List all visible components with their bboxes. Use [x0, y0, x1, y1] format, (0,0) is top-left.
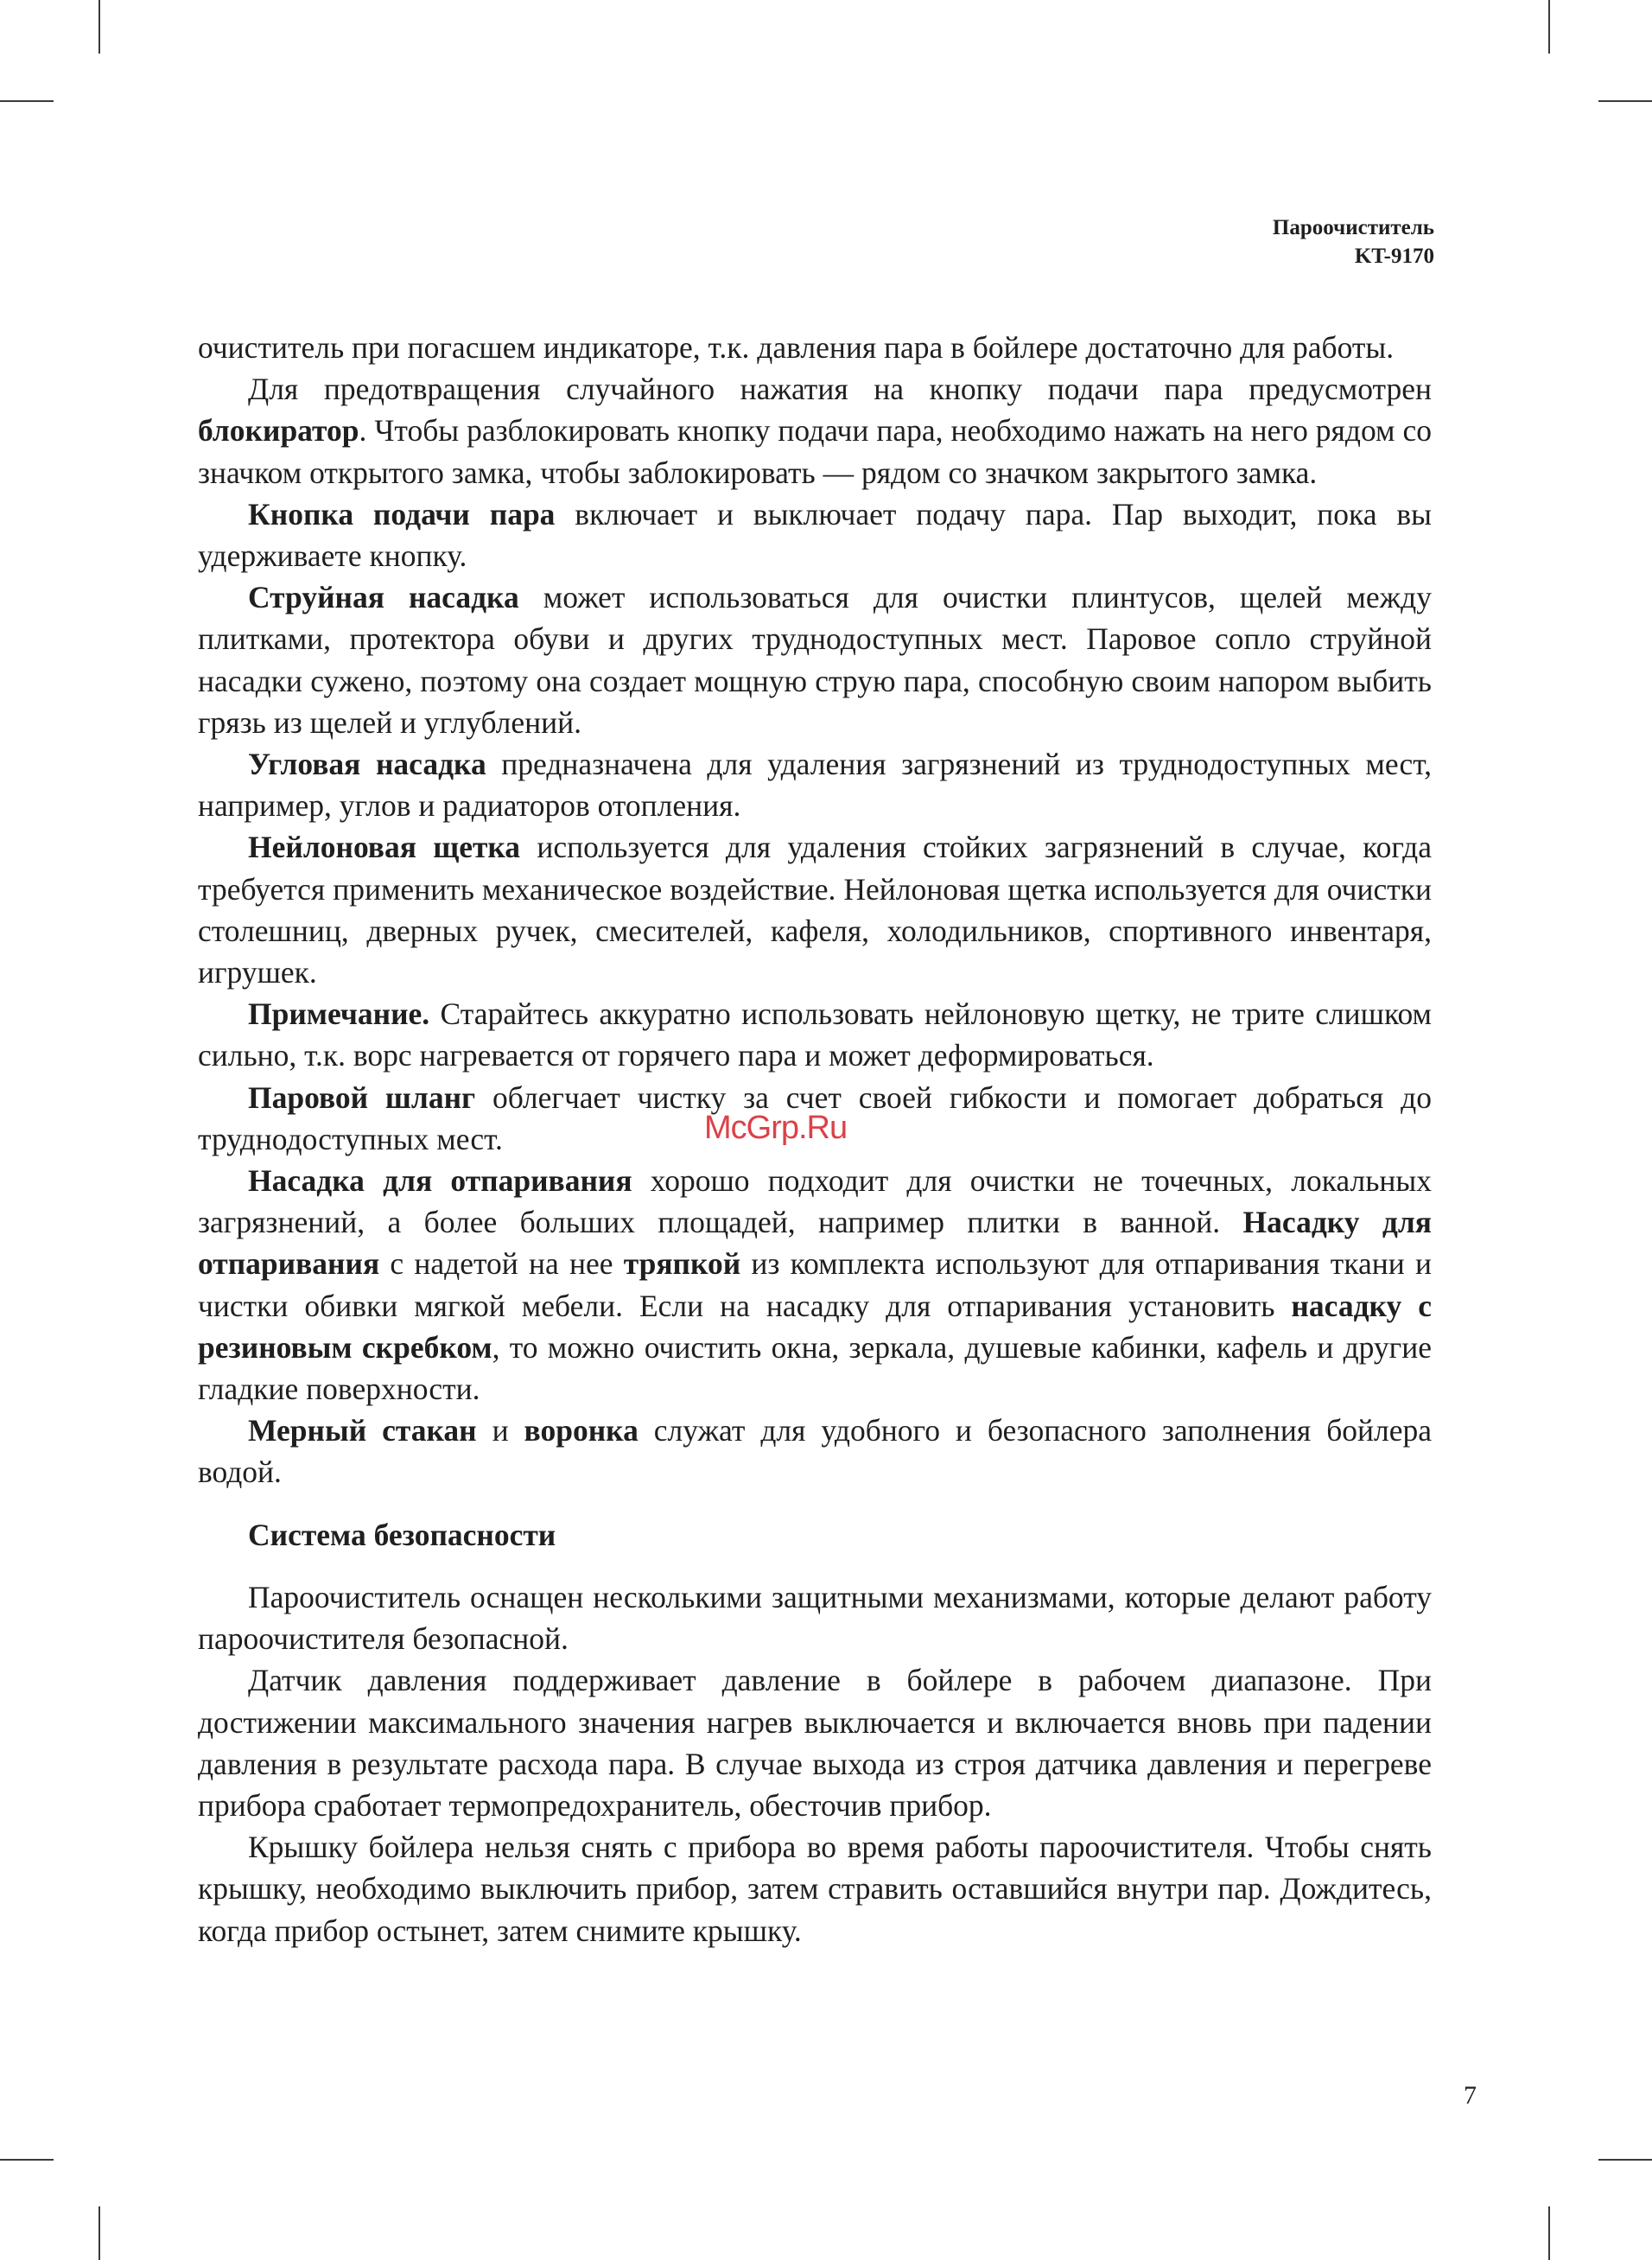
bold-term: тряпкой [623, 1246, 741, 1282]
header-model: KT-9170 [1354, 245, 1434, 268]
bold-term: Струйная насадка [248, 580, 519, 615]
crop-mark-top-right [1548, 0, 1550, 54]
crop-mark-bottom-left [98, 2206, 100, 2260]
text-run: служат для удобного и безопасного заполнения бойлера водой. [198, 1413, 1432, 1490]
paragraph: Датчик давления поддерживает давление в бойлере в рабочем диапазоне. При достижении максимального значения нагрев выключается и включается вновь при падении давления в результате расхода пара. В случае выхода из строя датчика давления и перегреве прибора сработает термопредохранитель, обесточив прибор. [198, 1663, 1432, 1823]
running-header [1273, 213, 1434, 271]
bold-term: Примечание. [248, 996, 430, 1032]
bold-term: Кнопка подачи пара [248, 496, 556, 532]
text-run: , то можно очистить окна, зеркала, душевые кабинки, кафель и другие гладкие поверхности. [198, 1329, 1432, 1407]
text-run: Старайтесь аккуратно использовать нейлоновую щетку, не трите слишком сильно, т.к. ворс нагревается от горячего пара и может деформироваться. [198, 996, 1432, 1073]
bold-term: Угловая насадка [248, 747, 486, 782]
text-run: с надетой на нее [379, 1246, 624, 1282]
paragraph [198, 327, 1432, 368]
text-run: используется для удаления стойких загрязнений в случае, когда требуется применить механическое воздействие. Нейлоновая щетка используется для очистки столешниц, дверных ручек, смесителей, кафеля, холодильников, спортивного инвентаря, игрушек. [198, 830, 1432, 990]
text-run: очиститель при погасшем индикаторе, т.к. давления пара в бойлере достаточно для работы. [198, 330, 1395, 365]
text-run: предназначена для удаления загрязнений из труднодоступных мест, например, углов и радиаторов отопления. [198, 747, 1433, 824]
crop-mark-bottom-right [1548, 2206, 1550, 2260]
text-run: может использоваться для очистки плинтусов, щелей между плитками, протектора обуви и других труднодоступных мест. Паровое сопло струйной насадки сужено, поэтому она создает мощную струю пара, способную своим напором выбить грязь из щелей и углублений. [198, 580, 1432, 740]
bold-term: Мерный стакан [248, 1413, 477, 1448]
crop-mark-right-top [1598, 100, 1652, 102]
paragraph [198, 576, 1432, 743]
bold-term: насадку с резиновым скребком [198, 1288, 1432, 1365]
paragraph [198, 1160, 1432, 1410]
paragraph [198, 993, 1432, 1076]
crop-mark-top-left [98, 0, 100, 54]
text-run: облегчает чистку за счет своей гибкости и помогает добраться до труднодоступных мест. [198, 1079, 1432, 1156]
text-run: Для предотвращения случайного нажатия на кнопку подачи пара предусмотрен [248, 372, 1432, 407]
components-description [198, 327, 1432, 1493]
page-number: 7 [1464, 2081, 1477, 2110]
paragraph [198, 743, 1432, 826]
text-run: хорошо подходит для очистки не точечных, локальных загрязнений, а более больших площадей, например плитки в ванной. [198, 1163, 1433, 1240]
paragraph [198, 826, 1432, 993]
paragraph: Крышку бойлера нельзя снять с прибора во время работы пароочистителя. Чтобы снять крышку, необходимо выключить прибор, затем стравить оставшийся внутри пар. Дождитесь, когда прибор остынет, затем снимите крышку. [198, 1830, 1432, 1948]
crop-mark-left-top [0, 100, 54, 102]
text-run: и [476, 1413, 524, 1448]
bold-term: Нейлоновая щетка [248, 830, 521, 865]
paragraph [198, 368, 1432, 493]
paragraph [198, 493, 1432, 576]
safety-section-text [198, 1576, 1432, 1951]
crop-mark-left-bottom [0, 2159, 54, 2161]
text-run: . Чтобы разблокировать кнопку подачи пара, необходимо нажать на него рядом со значком открытого замка, чтобы заблокировать — рядом со значком закрытого замка. [198, 413, 1432, 490]
crop-mark-right-bottom [1598, 2159, 1652, 2161]
bold-term: Паровой шланг [248, 1079, 476, 1115]
bold-term: Насадка для отпаривания [248, 1163, 632, 1199]
bold-term: воронка [524, 1413, 639, 1448]
text-run: включает и выключает подачу пара. Пар выходит, пока вы удерживаете кнопку. [198, 496, 1432, 574]
section-heading: Система безопасности [248, 1517, 556, 1552]
paragraph [198, 1410, 1432, 1493]
header-title: Пароочиститель [1272, 216, 1434, 239]
text-run: из комплекта используют для отпаривания ткани и чистки обивки мягкой мебели. Если на насадку для отпаривания установить [198, 1246, 1433, 1323]
bold-term: блокиратор [198, 413, 359, 449]
watermark: McGrp.Ru [704, 1110, 848, 1146]
bold-term: Насадку для отпаривания [198, 1205, 1432, 1282]
paragraph: Пароочиститель оснащен несколькими защитными механизмами, которые делают работу пароочистителя безопасной. [198, 1579, 1432, 1657]
